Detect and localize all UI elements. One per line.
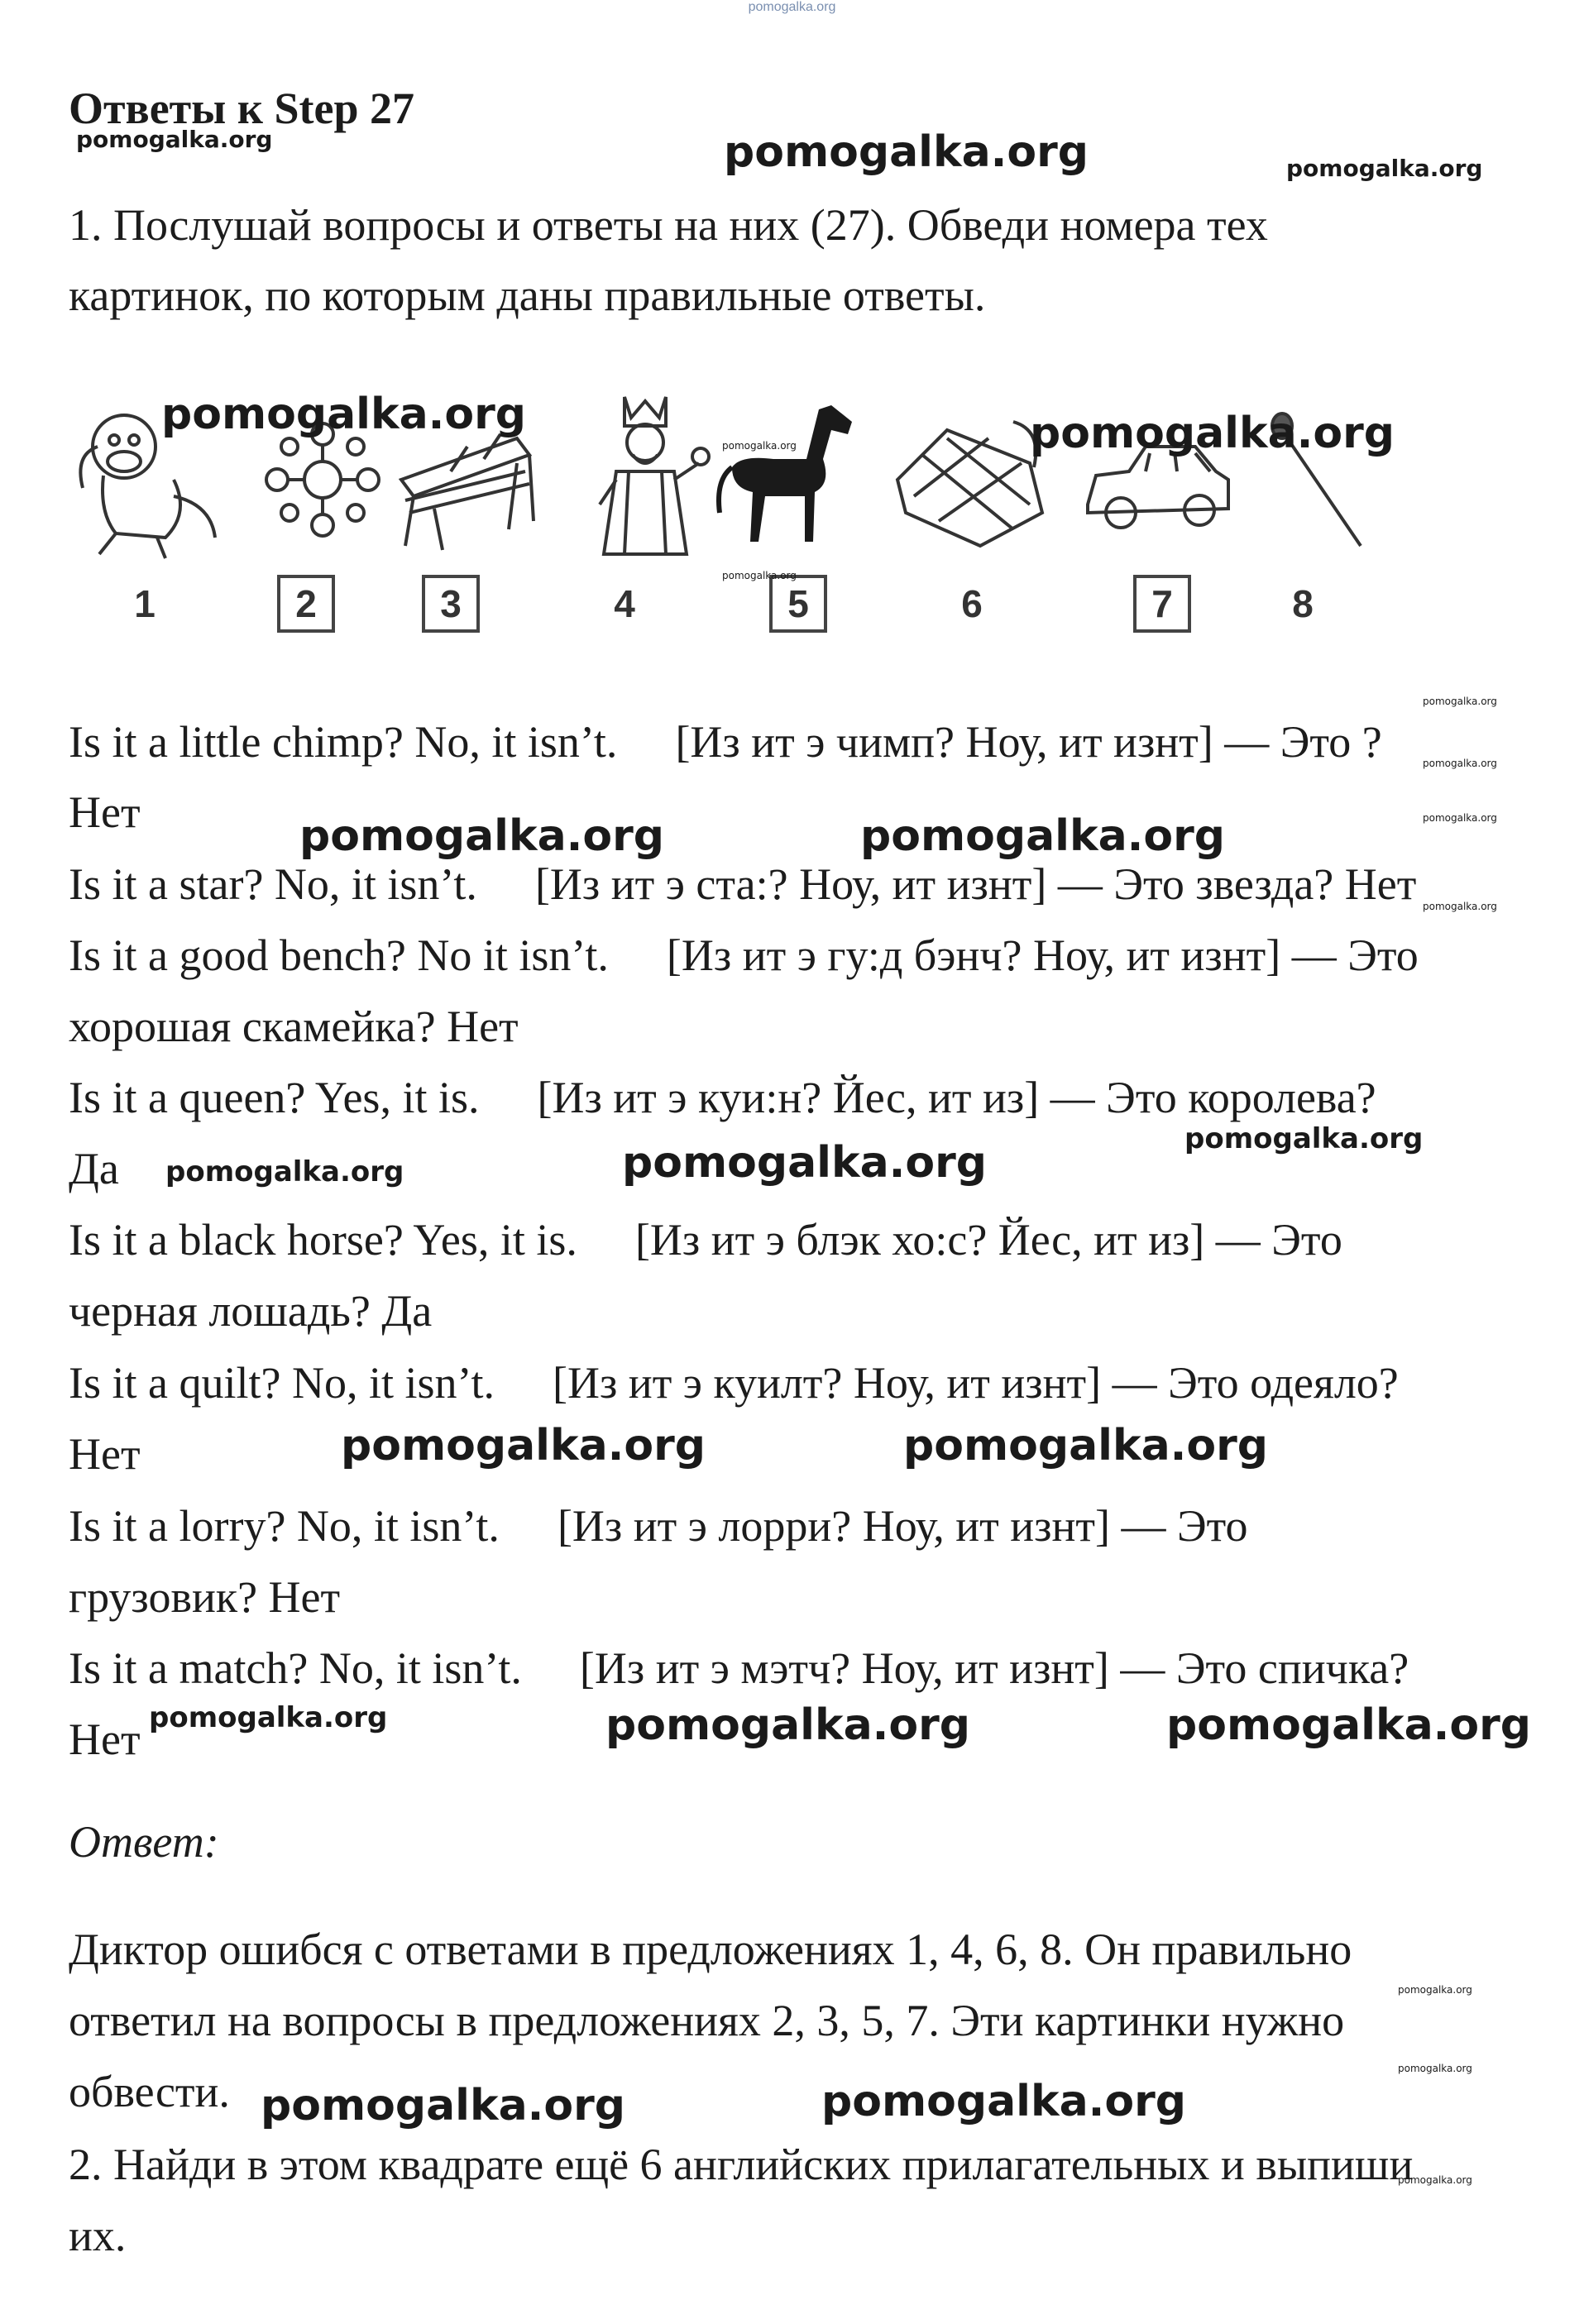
qa-russian: [Из ит э лорри? Ноу, ит изнт] — Это: [557, 1501, 1248, 1551]
picture-number-circled: 3: [422, 575, 480, 633]
page-title: Ответы к Step 27: [69, 84, 414, 133]
qa-continuation: Да: [69, 1144, 119, 1193]
picture-number-circled: 5: [769, 575, 827, 633]
watermark: pomogalka.org: [622, 1138, 988, 1188]
watermark: pomogalka.org: [1030, 409, 1395, 458]
watermark: pomogalka.org: [1398, 1984, 1472, 1996]
qa-continuation: грузовик? Нет: [69, 1572, 341, 1622]
qa-russian: [Из ит э гу:д бэнч? Ноу, ит изнт] — Это: [666, 930, 1419, 980]
qa-continuation: черная лошадь? Да: [69, 1286, 433, 1336]
picture-number-circled: 7: [1133, 575, 1191, 633]
watermark: pomogalka.org: [341, 1421, 706, 1470]
watermark: pomogalka.org: [860, 811, 1226, 861]
qa-russian: [Из ит э чимп? Ноу, ит изнт] — Это ?: [675, 717, 1382, 767]
qa-line: [69, 1501, 1248, 1551]
watermark: pomogalka.org: [1166, 1700, 1532, 1750]
watermark: pomogalka.org: [605, 1700, 971, 1750]
watermark: pomogalka.org: [1423, 758, 1497, 769]
qa-line: [69, 1358, 1399, 1408]
qa-english: Is it a good bench? No it isn’t.: [69, 930, 609, 980]
task1-line2: картинок, по которым даны правильные ответы.: [69, 270, 986, 320]
qa-russian: [Из ит э ста:? Ноу, ит изнт] — Это звезда? Нет: [534, 859, 1417, 909]
qa-russian: [Из ит э куи:н? Йес, ит из] — Это королева?: [537, 1073, 1376, 1122]
qa-continuation: Нет: [69, 787, 141, 837]
qa-line: [69, 717, 1382, 767]
picture-number: 6: [961, 582, 983, 625]
watermark: pomogalka.org: [299, 811, 665, 861]
qa-line: [69, 1215, 1342, 1265]
watermark: pomogalka.org: [261, 2081, 626, 2130]
picture-number: 4: [614, 582, 635, 625]
watermark: pomogalka.org: [1286, 155, 1483, 182]
qa-russian: [Из ит э мэтч? Ноу, ит изнт] — Это спичка?: [579, 1643, 1409, 1693]
qa-russian: [Из ит э куилт? Ноу, ит изнт] — Это одеяло?: [552, 1358, 1399, 1408]
watermark: pomogalka.org: [165, 1155, 404, 1188]
picture-number-circled: 2: [277, 575, 335, 633]
qa-english: Is it a black horse? Yes, it is.: [69, 1215, 577, 1265]
qa-english: Is it a little chimp? No, it isn’t.: [69, 717, 618, 767]
qa-line: [69, 1075, 1376, 1120]
watermark: pomogalka.org: [1423, 696, 1497, 707]
answer-line3: обвести.: [69, 2067, 230, 2116]
answer-line2: ответил на вопросы в предложениях 2, 3, 5, 7. Эти картинки нужно: [69, 1996, 1345, 2045]
qa-continuation: Нет: [69, 1714, 141, 1764]
watermark: pomogalka.org: [1184, 1122, 1424, 1155]
watermark: pomogalka.org: [149, 1701, 388, 1734]
qa-continuation: хорошая скамейка? Нет: [69, 1002, 519, 1051]
answer-line1: Диктор ошибся с ответами в предложениях 1, 4, 6, 8. Он правильно: [69, 1925, 1352, 1974]
picture-number: 8: [1292, 582, 1314, 625]
site-header: pomogalka.org: [748, 0, 836, 14]
qa-line: [69, 930, 1419, 980]
qa-russian: [Из ит э блэк хо:с? Йес, ит из] — Это: [634, 1215, 1342, 1265]
qa-english: Is it a queen? Yes, it is.: [69, 1073, 480, 1122]
watermark: pomogalka.org: [722, 570, 797, 581]
king-icon: [567, 389, 724, 562]
watermark: pomogalka.org: [724, 127, 1089, 177]
qa-line: [69, 859, 1417, 909]
watermark: pomogalka.org: [161, 390, 527, 439]
qa-english: Is it a match? No, it isn’t.: [69, 1643, 522, 1693]
answer-label: Ответ:: [69, 1817, 219, 1867]
watermark: pomogalka.org: [1423, 812, 1497, 824]
qa-english: Is it a star? No, it isn’t.: [69, 859, 477, 909]
qa-english: Is it a quilt? No, it isn’t.: [69, 1358, 495, 1408]
watermark: pomogalka.org: [76, 126, 273, 153]
watermark: pomogalka.org: [821, 2077, 1187, 2126]
watermark: pomogalka.org: [1423, 901, 1497, 912]
picture-number: 1: [134, 582, 156, 625]
qa-line: [69, 1643, 1409, 1693]
quilt-icon: [889, 389, 1046, 562]
watermark: pomogalka.org: [903, 1421, 1269, 1470]
watermark: pomogalka.org: [722, 440, 797, 452]
watermark: pomogalka.org: [1398, 2063, 1472, 2074]
horse-icon: [707, 389, 864, 562]
watermark: pomogalka.org: [1398, 2174, 1472, 2186]
qa-continuation: Нет: [69, 1429, 141, 1479]
qa-english: Is it a lorry? No, it isn’t.: [69, 1501, 500, 1551]
task2-line2: их.: [69, 2211, 127, 2260]
task2-line1: 2. Найди в этом квадрате ещё 6 английских прилагательных и выпиши: [69, 2140, 1414, 2189]
task1-line1: 1. Послушай вопросы и ответы на них (27). Обведи номера тех: [69, 200, 1268, 250]
